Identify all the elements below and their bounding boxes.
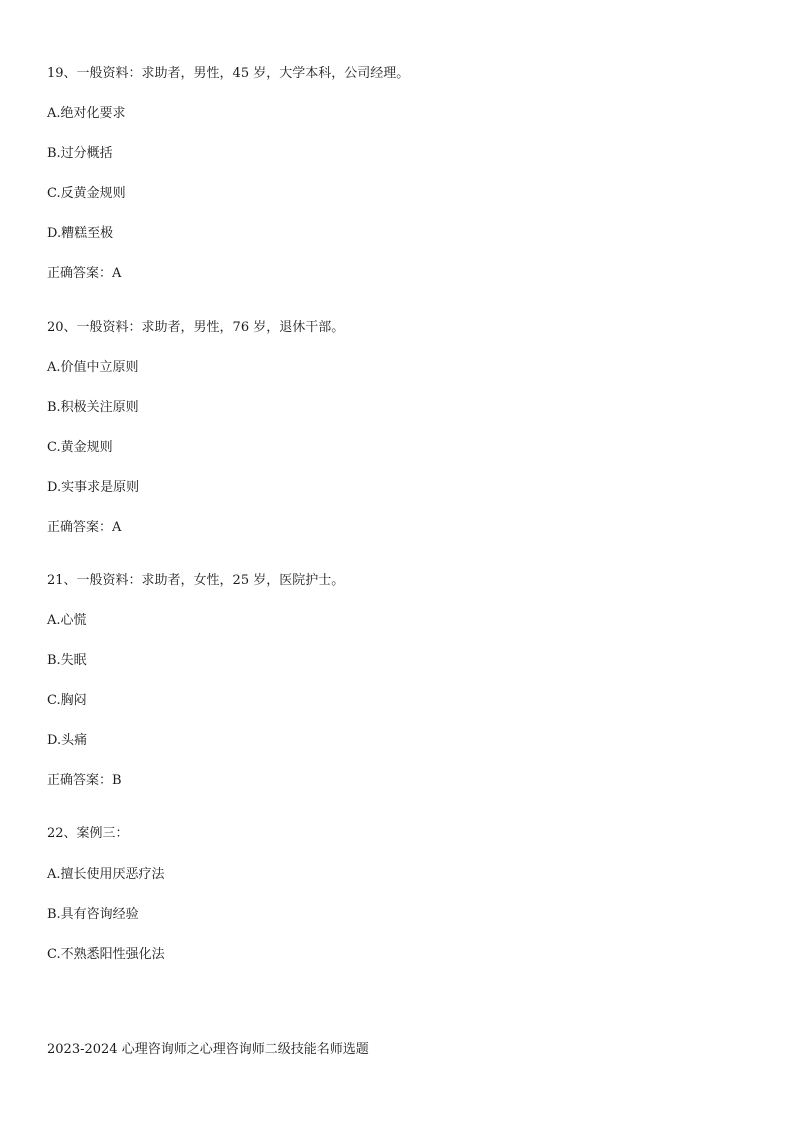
option-a: A.心慌	[47, 613, 87, 628]
page-footer: 2023-2024 心理咨询师之心理咨询师二级技能名师选题	[47, 1042, 369, 1057]
option-c: C.不熟悉阳性强化法	[47, 947, 165, 962]
option-c: C.反黄金规则	[47, 186, 126, 201]
correct-answer: 正确答案：A	[47, 266, 122, 281]
option-c: C.胸闷	[47, 693, 87, 708]
option-b: B.具有咨询经验	[47, 907, 139, 922]
option-d: D.头痛	[47, 733, 88, 748]
option-b: B.过分概括	[47, 146, 113, 161]
option-b: B.失眠	[47, 653, 87, 668]
option-a: A.绝对化要求	[47, 106, 126, 121]
question-stem: 22、案例三：	[47, 826, 129, 841]
correct-answer: 正确答案：B	[47, 773, 122, 788]
option-d: D.实事求是原则	[47, 480, 140, 495]
question-stem: 20、一般资料：求助者，男性，76 岁，退休干部。	[47, 320, 345, 335]
option-a: A.擅长使用厌恶疗法	[47, 867, 165, 882]
question-stem: 19、一般资料：求助者，男性，45 岁，大学本科，公司经理。	[47, 66, 410, 81]
option-c: C.黄金规则	[47, 440, 113, 455]
option-a: A.价值中立原则	[47, 360, 139, 375]
option-b: B.积极关注原则	[47, 400, 139, 415]
question-stem: 21、一般资料：求助者，女性，25 岁，医院护士。	[47, 573, 345, 588]
correct-answer: 正确答案：A	[47, 520, 122, 535]
option-d: D.糟糕至极	[47, 226, 114, 241]
